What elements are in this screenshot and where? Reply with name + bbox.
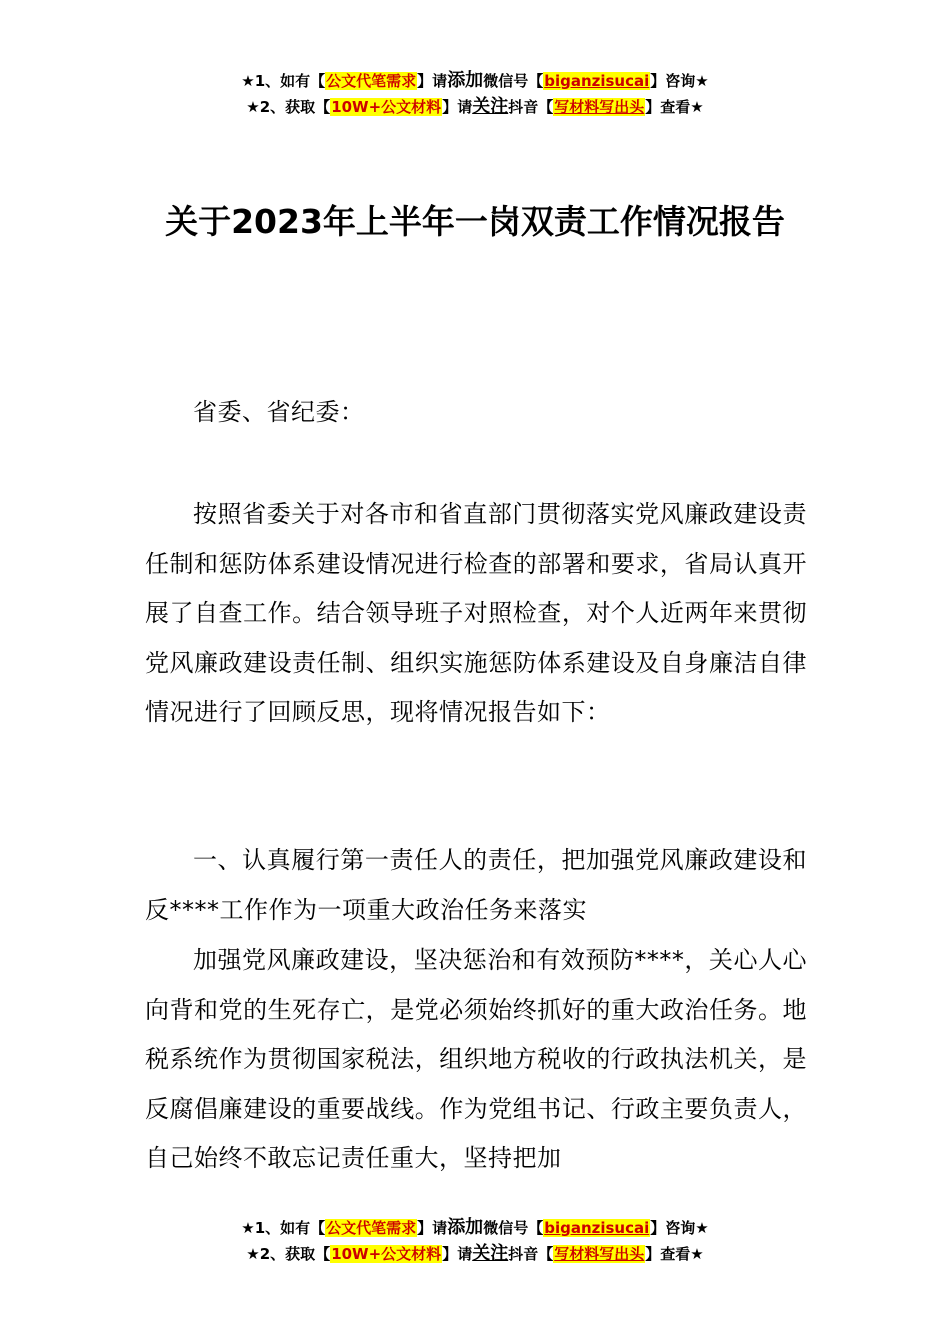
banner-wechat-id: biganzisucai — [544, 1219, 650, 1237]
section-heading-block — [145, 836, 807, 935]
salutation-block — [145, 388, 807, 438]
section-body-block — [145, 936, 807, 1184]
banner-text: 】请 — [442, 1245, 473, 1263]
banner-text: 】查看★ — [645, 1245, 704, 1263]
banner-text: 】请 — [417, 1219, 448, 1237]
banner-highlight: 公文代笔需求 — [326, 72, 417, 90]
footer-line-2 — [0, 1241, 950, 1267]
banner-text: 微信号【 — [483, 1219, 544, 1237]
banner-emphasis: 添加 — [447, 70, 484, 91]
banner-highlight: 公文代笔需求 — [326, 1219, 417, 1237]
banner-text: 抖音【 — [508, 1245, 554, 1263]
banner-text: 】咨询★ — [650, 1219, 709, 1237]
banner-text: ★1、如有【 — [241, 1219, 326, 1237]
section-heading-1: 一、认真履行第一责任人的责任，把加强党风廉政建设和反****工作作为一项重大政治任务来落实 — [145, 846, 807, 924]
banner-text: 】查看★ — [645, 98, 704, 116]
banner-line-2 — [0, 94, 950, 120]
banner-emphasis: 添加 — [447, 1217, 484, 1238]
banner-highlight: 10W+公文材料 — [331, 1245, 442, 1263]
banner-text: 】请 — [417, 72, 448, 90]
banner-wechat-id: biganzisucai — [544, 72, 650, 90]
banner-emphasis: 关注 — [472, 1243, 509, 1264]
section-paragraph-1: 加强党风廉政建设，坚决惩治和有效预防****，关心人心向背和党的生死存亡，是党必须始终抓好的重大政治任务。地税系统作为贯彻国家税法，组织地方税收的行政执法机关，是反腐倡廉建设的重要战线。作为党组书记、行政主要负责人，自己始终不敢忘记责任重大，坚持把加 — [145, 946, 807, 1172]
banner-highlight: 10W+公文材料 — [331, 98, 442, 116]
banner-text: 】咨询★ — [650, 72, 709, 90]
banner-text: 抖音【 — [508, 98, 554, 116]
banner-emphasis: 关注 — [472, 96, 509, 117]
footer-banner — [0, 1215, 950, 1267]
banner-text: ★2、获取【 — [246, 98, 331, 116]
header-banner — [0, 68, 950, 120]
document-title: 关于2023年上半年一岗双责工作情况报告 — [165, 202, 785, 241]
banner-text: 微信号【 — [483, 72, 544, 90]
banner-text: ★2、获取【 — [246, 1245, 331, 1263]
banner-text: 】请 — [442, 98, 473, 116]
footer-line-1 — [0, 1215, 950, 1241]
banner-text: ★1、如有【 — [241, 72, 326, 90]
banner-line-1 — [0, 68, 950, 94]
salutation: 省委、省纪委： — [193, 398, 365, 426]
banner-douyin-id: 写材料写出头 — [554, 98, 645, 116]
intro-block — [145, 490, 807, 738]
intro-paragraph: 按照省委关于对各市和省直部门贯彻落实党风廉政建设责任制和惩防体系建设情况进行检查的部署和要求，省局认真开展了自查工作。结合领导班子对照检查，对个人近两年来贯彻党风廉政建设责任制、组织实施惩防体系建设及自身廉洁自律情况进行了回顾反思，现将情况报告如下： — [145, 500, 807, 726]
banner-douyin-id: 写材料写出头 — [554, 1245, 645, 1263]
